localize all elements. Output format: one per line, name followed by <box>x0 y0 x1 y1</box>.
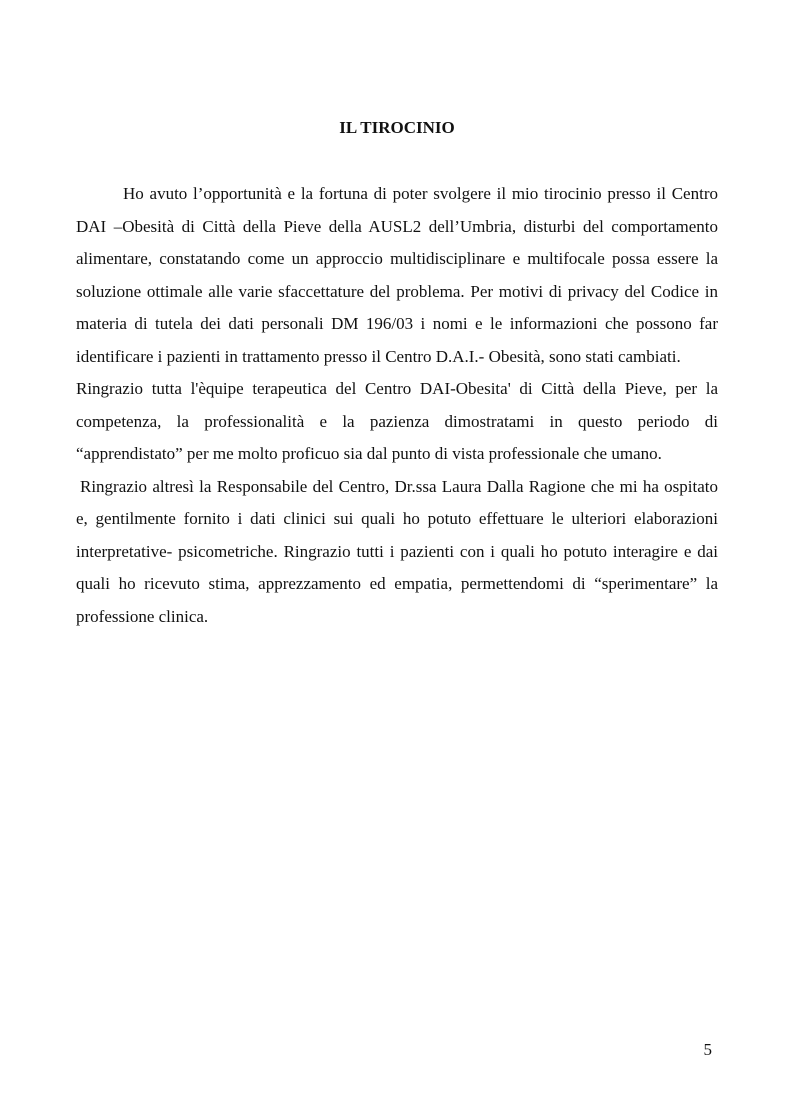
paragraph-internship-intro: Ho avuto l’opportunità e la fortuna di poter svolgere il mio tirocinio presso il Centro DAI –Obesità di Città della Pieve della AUSL2 dell’Umbria, disturbi del comportamento alimentare, constatando come un approccio multidisciplinare e multifocale possa essere la soluzione ottimale alle varie sfaccettature del problema. Per motivi di privacy del Codice in materia di tutela dei dati personali DM 196/03 i nomi e le informazioni che possono far identificare i pazienti in trattamento presso il Centro D.A.I.- Obesità, sono stati cambiati. <box>76 184 718 366</box>
body-text <box>76 178 718 633</box>
paragraph-acknowledgement-team: Ringrazio tutta l'èquipe terapeutica del Centro DAI-Obesita' di Città della Pieve, per la competenza, la professionalità e la pazienza dimostratami in questo periodo di “apprendistato” per me molto proficuo sia dal punto di vista professionale che umano. <box>76 379 718 463</box>
page-number: 5 <box>703 1040 712 1059</box>
section-title: IL TIROCINIO <box>339 118 455 137</box>
paragraph-acknowledgement-director: Ringrazio altresì la Responsabile del Centro, Dr.ssa Laura Dalla Ragione che mi ha ospitato e, gentilmente fornito i dati clinici sui quali ho potuto effettuare le ulteriori elaborazioni interpretative- psicometriche. Ringrazio tutti i pazienti con i quali ho potuto interagire e dai quali ho ricevuto stima, apprezzamento ed empatia, permettendomi di “sperimentare” la professione clinica. <box>76 476 718 626</box>
